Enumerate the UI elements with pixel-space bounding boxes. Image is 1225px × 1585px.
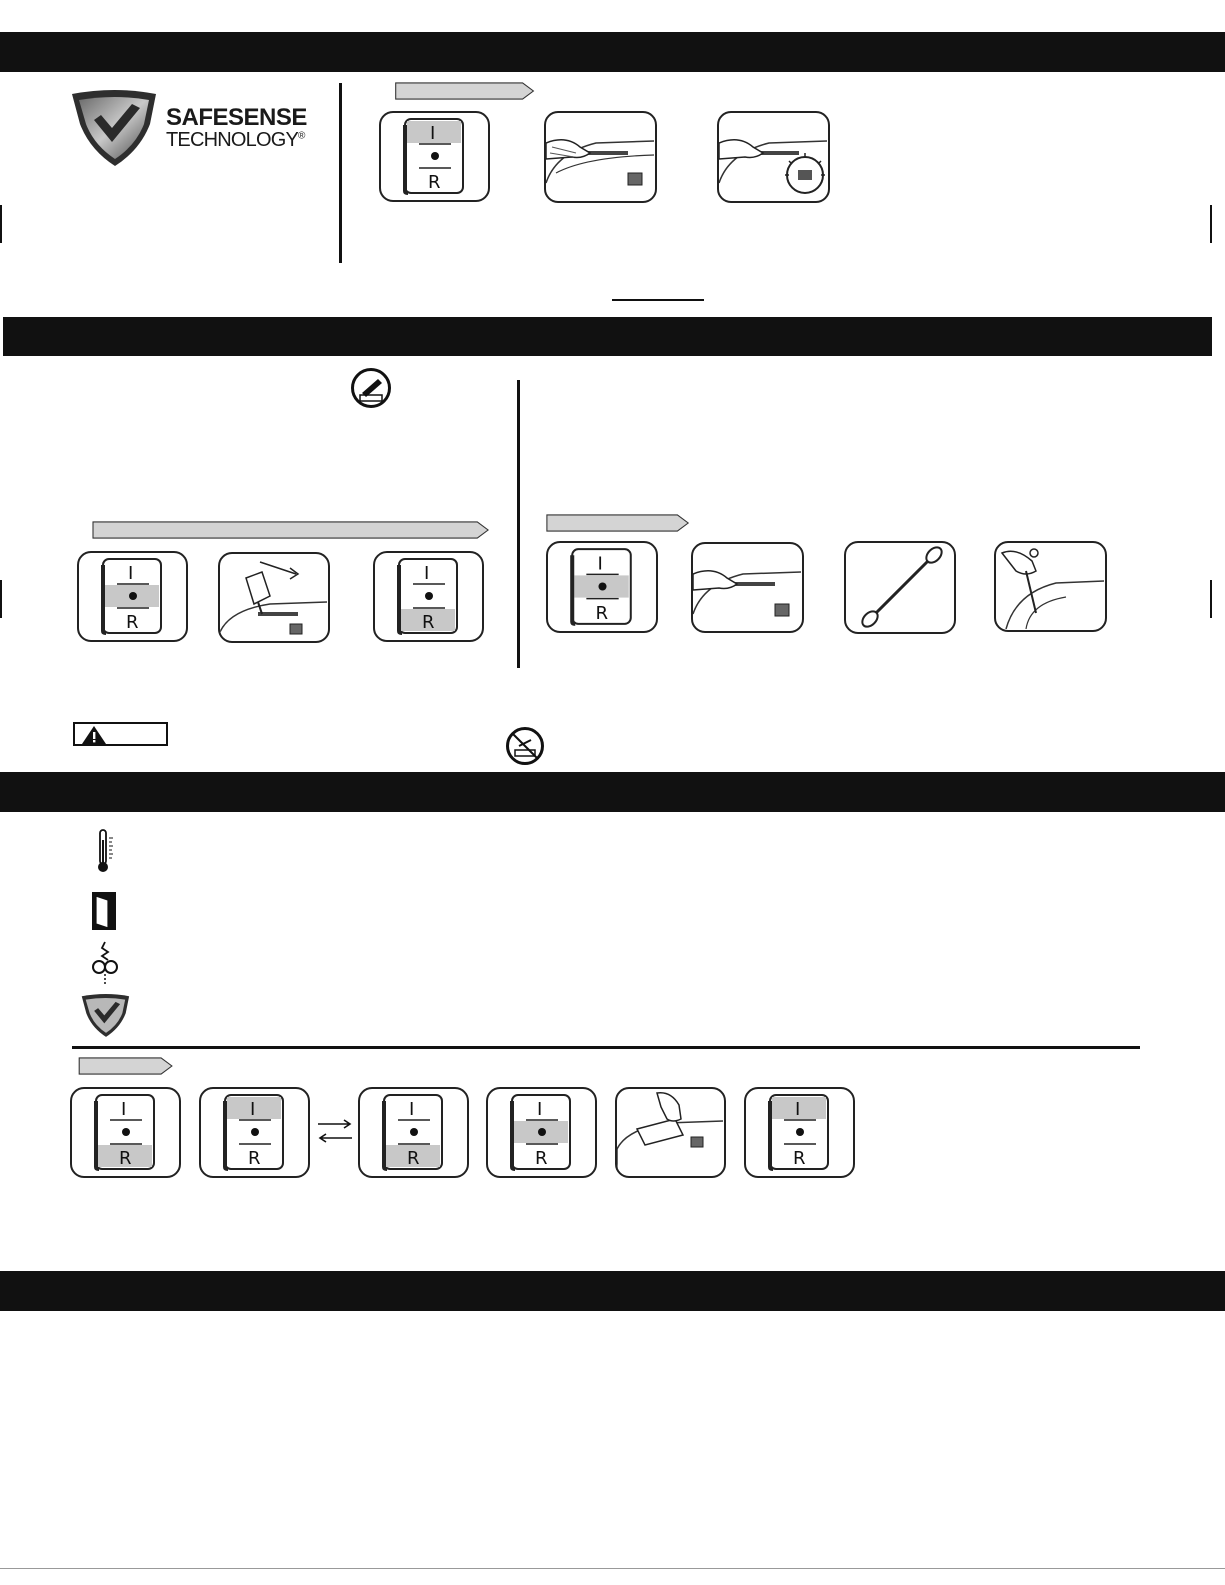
switch-on-label: I — [795, 1099, 801, 1120]
section-header-bar-4 — [0, 1271, 1225, 1311]
oil-slot-panel — [218, 552, 330, 643]
footer-rule — [0, 1568, 1225, 1569]
logo-title: SAFESENSE — [166, 104, 307, 131]
swab-cleaning-icon — [996, 543, 1104, 629]
power-switch-panel — [77, 551, 188, 642]
oil-bottle-icon — [354, 371, 388, 405]
step-tag-arrow — [73, 1057, 179, 1075]
power-switch-panel — [358, 1087, 469, 1178]
power-switch-panel — [373, 551, 484, 642]
logo-subtitle: TECHNOLOGY® — [166, 129, 305, 151]
step-tag-arrow — [70, 521, 512, 539]
oil-bottle-pour-icon — [220, 554, 327, 640]
edge-mark — [0, 580, 2, 618]
switch-reset-label: R — [428, 172, 441, 193]
thermometer-icon — [96, 828, 120, 874]
hand-on-slot-panel — [544, 111, 657, 203]
switch-on-label: I — [424, 563, 430, 584]
section-header-bar-1 — [0, 32, 1225, 72]
section1-divider — [339, 83, 342, 263]
switch-on-label: I — [409, 1099, 415, 1120]
power-switch-icon — [746, 1089, 852, 1175]
section-header-bar-2 — [3, 317, 1212, 356]
hand-on-slot-icon — [693, 544, 801, 630]
section3-rule — [72, 1046, 1140, 1049]
switch-on-label: I — [128, 563, 134, 584]
switch-reset-label: R — [248, 1148, 261, 1169]
power-switch-panel — [199, 1087, 310, 1178]
section-header-bar-3 — [0, 772, 1225, 812]
switch-on-label: I — [250, 1099, 256, 1120]
toggle-arrows-icon — [314, 1116, 356, 1146]
hand-slot-flash-panel — [717, 111, 830, 203]
power-switch-icon — [488, 1089, 594, 1175]
power-switch-icon — [360, 1089, 466, 1175]
switch-on-label: I — [597, 553, 603, 575]
swab-cleaning-panel — [994, 541, 1107, 632]
safesense-shield-icon — [80, 994, 132, 1038]
edge-mark — [1210, 205, 1212, 243]
power-switch-panel — [486, 1087, 597, 1178]
door-open-icon — [90, 890, 118, 932]
switch-reset-label: R — [407, 1148, 420, 1169]
section2-divider — [517, 380, 520, 668]
power-switch-icon — [79, 553, 185, 639]
oil-circle-icon — [351, 368, 391, 408]
hand-on-slot-panel — [691, 542, 804, 633]
edge-mark — [1210, 580, 1212, 618]
safesense-shield-icon — [70, 90, 160, 168]
step-tag-arrow — [387, 82, 543, 100]
hand-on-slot-icon — [546, 113, 654, 201]
power-switch-panel — [546, 541, 658, 633]
no-oil-spray-circle — [506, 727, 544, 765]
switch-reset-label: R — [793, 1148, 806, 1169]
switch-reset-label: R — [535, 1148, 548, 1169]
power-switch-icon — [548, 543, 655, 630]
cotton-swab-icon — [846, 543, 953, 631]
paper-removal-panel — [615, 1087, 726, 1178]
no-oil-spray-icon — [509, 730, 541, 762]
switch-on-label: I — [430, 123, 436, 144]
edge-mark — [0, 205, 2, 243]
power-switch-icon — [201, 1089, 307, 1175]
switch-reset-label: R — [119, 1148, 132, 1169]
switch-reset-label: R — [595, 602, 609, 624]
underline-rule — [612, 299, 704, 301]
power-switch-icon — [381, 113, 487, 199]
cotton-swab-panel — [844, 541, 956, 634]
warning-label-box — [73, 722, 168, 746]
switch-on-label: I — [537, 1099, 543, 1120]
power-switch-icon — [72, 1089, 178, 1175]
power-switch-panel — [744, 1087, 855, 1178]
power-switch-panel — [379, 111, 490, 202]
power-switch-panel — [70, 1087, 181, 1178]
switch-reset-label: R — [422, 612, 435, 633]
power-switch-icon — [375, 553, 481, 639]
hand-slot-flash-icon — [719, 113, 827, 201]
warning-triangle-icon — [79, 724, 109, 746]
switch-reset-label: R — [126, 612, 139, 633]
step-tag-arrow — [538, 514, 698, 532]
paper-removal-icon — [617, 1089, 723, 1175]
switch-on-label: I — [121, 1099, 127, 1120]
jam-rollers-icon — [89, 940, 121, 986]
